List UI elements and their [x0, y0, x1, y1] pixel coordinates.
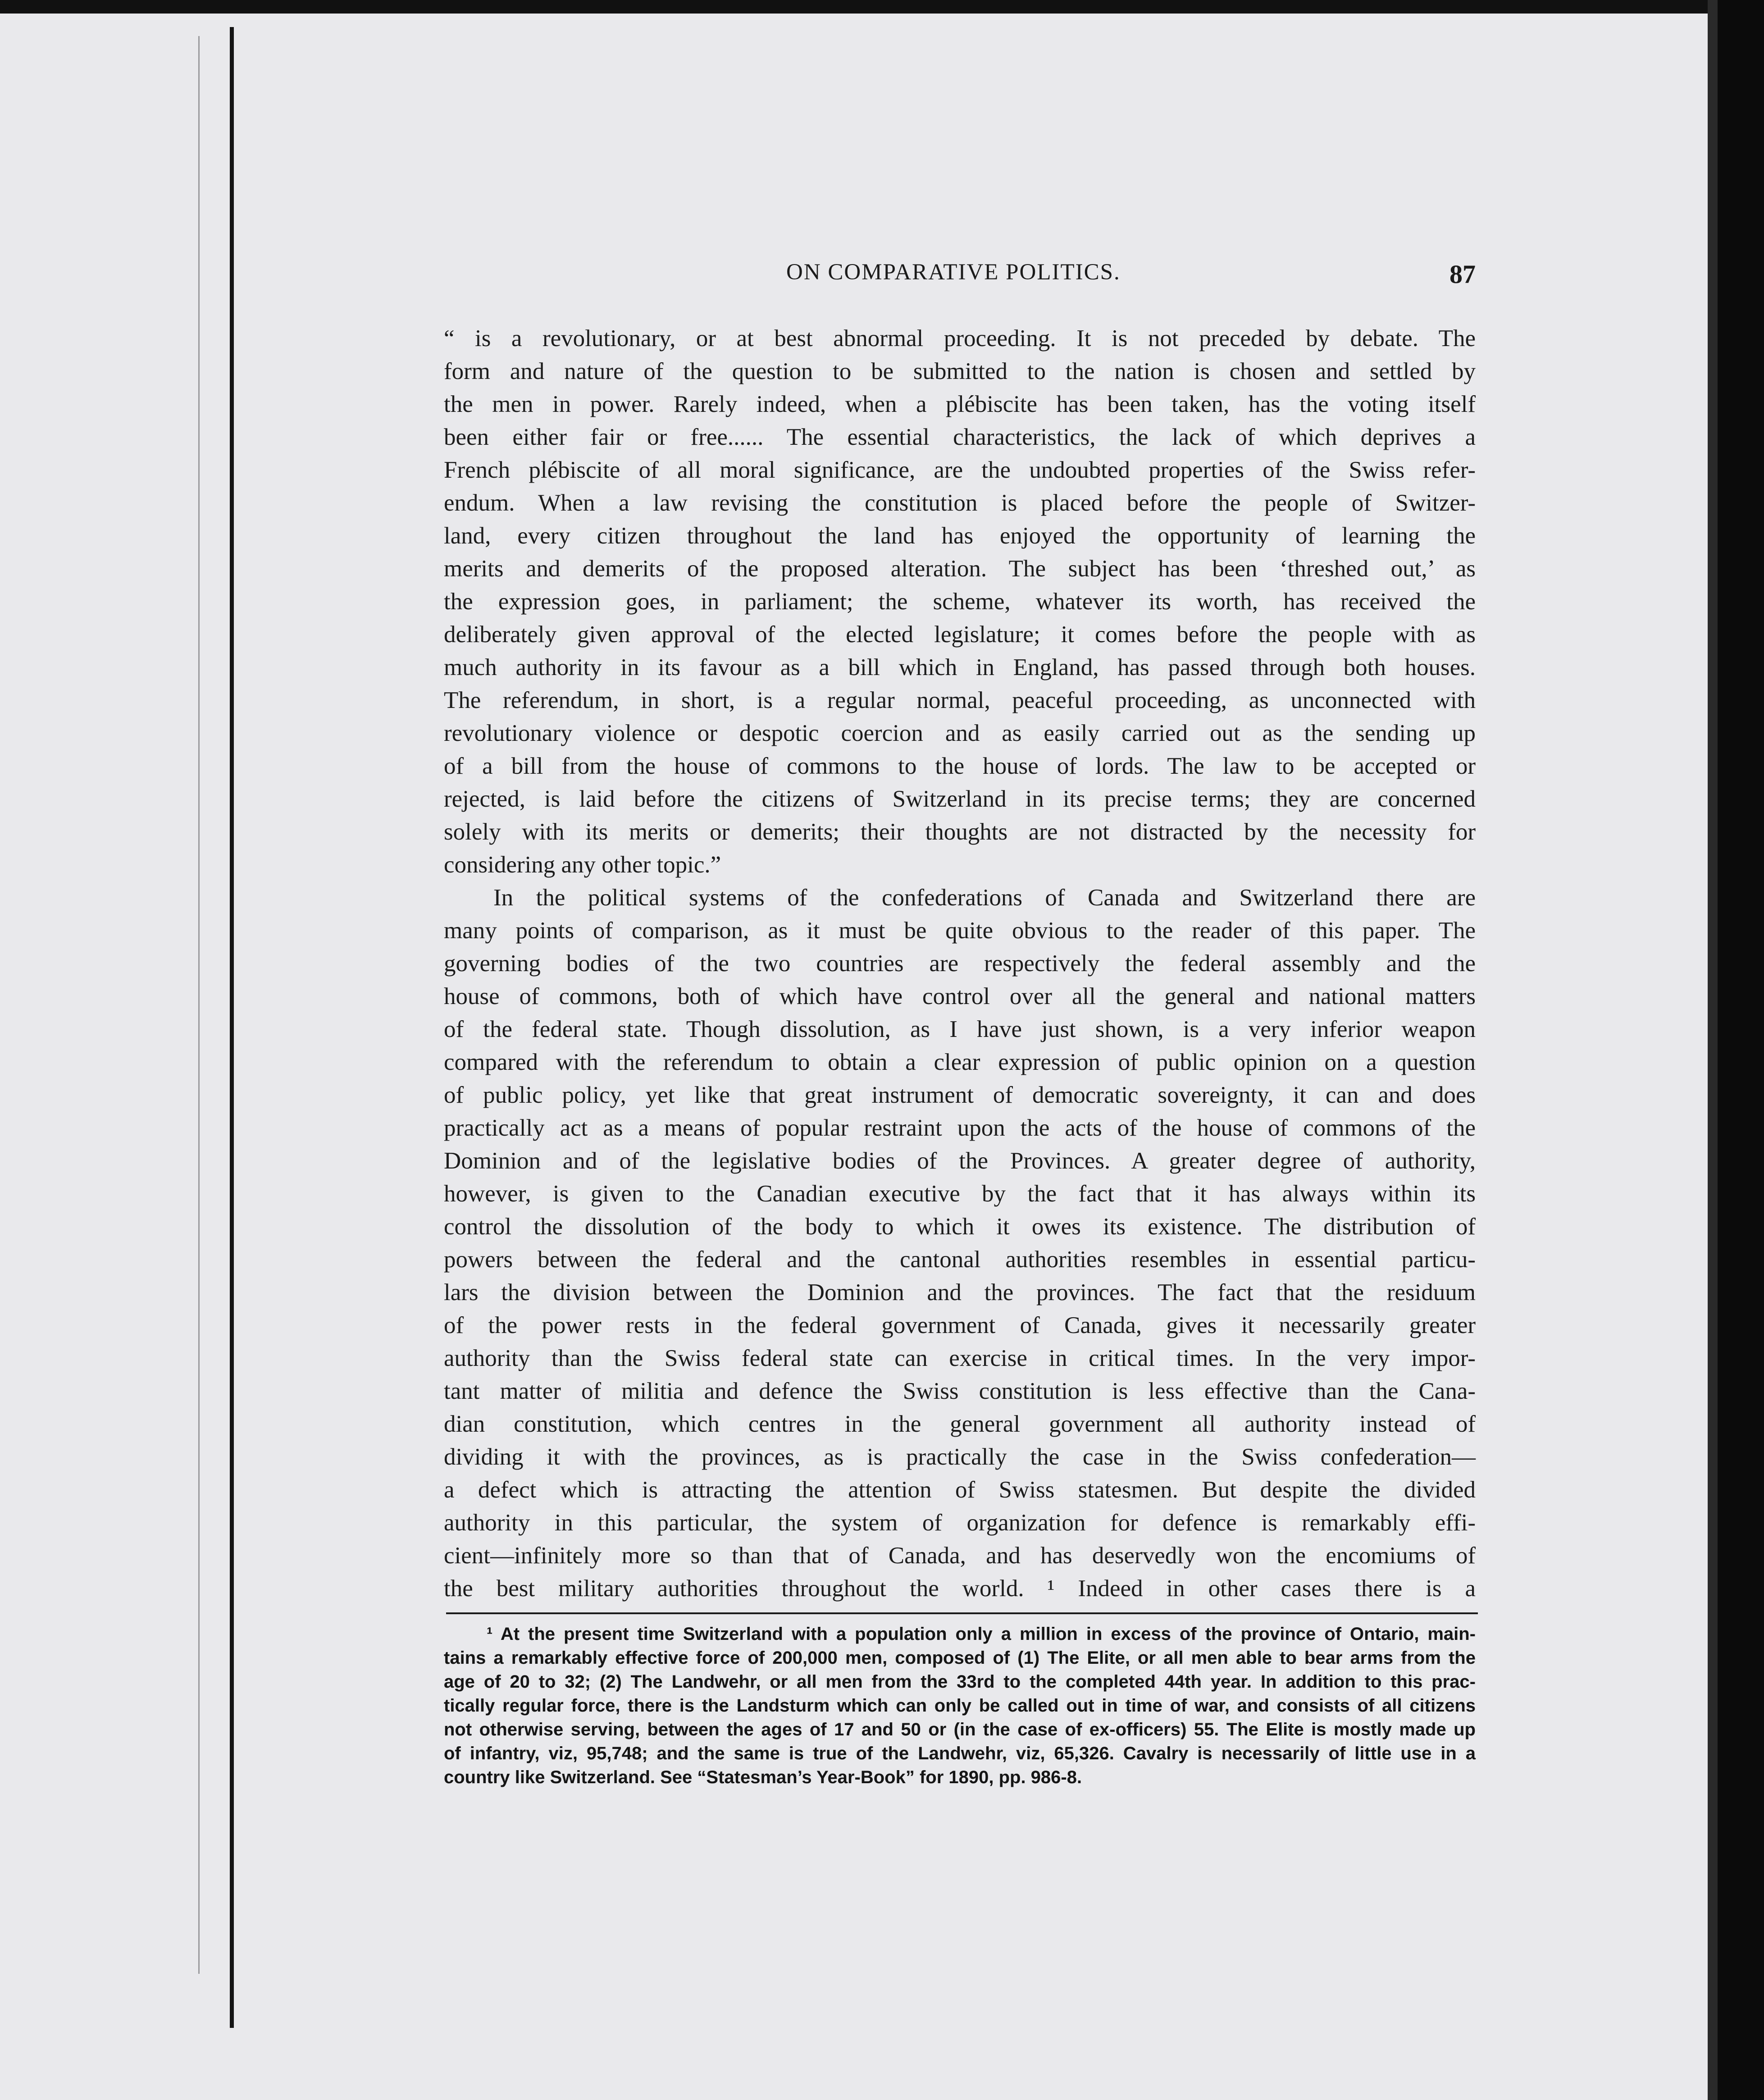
body-text: [444, 322, 1476, 1605]
body-line: much authority in its favour as a bill which in England, has passed through both houses.: [444, 654, 1476, 680]
footnote-line: not otherwise serving, between the ages of 17 and 50 or (in the case of ex-officers) 55. The Elite is mostly made up: [444, 1720, 1476, 1739]
body-line: In the political systems of the confederations of Canada and Switzerland there are: [493, 885, 1476, 911]
body-line: considering any other topic.”: [444, 852, 721, 878]
body-line: authority in this particular, the system of organization for defence is remarkably effi-: [444, 1510, 1476, 1536]
body-line: powers between the federal and the cantonal authorities resembles in essential particu-: [444, 1246, 1476, 1273]
body-line: “ is a revolutionary, or at best abnormal proceeding. It is not preceded by debate. The: [444, 325, 1476, 352]
body-line: the best military authorities throughout the world. ¹ Indeed in other cases there is a: [444, 1575, 1476, 1602]
body-line: land, every citizen throughout the land has enjoyed the opportunity of learning the: [444, 523, 1476, 549]
body-line: solely with its merits or demerits; their thoughts are not distracted by the necessity for: [444, 819, 1476, 845]
body-line: compared with the referendum to obtain a clear expression of public opinion on a question: [444, 1049, 1476, 1075]
body-line: governing bodies of the two countries are respectively the federal assembly and the: [444, 950, 1476, 977]
body-line: the men in power. Rarely indeed, when a plébiscite has been taken, has the voting itself: [444, 391, 1476, 417]
body-line: of a bill from the house of commons to the house of lords. The law to be accepted or: [444, 753, 1476, 779]
body-line: deliberately given approval of the elected legislature; it comes before the people with as: [444, 621, 1476, 648]
body-line: cient—infinitely more so than that of Canada, and has deservedly won the encomiums of: [444, 1543, 1476, 1569]
body-line: revolutionary violence or despotic coercion and as easily carried out as the sending up: [444, 720, 1476, 746]
body-line: of public policy, yet like that great instrument of democratic sovereignty, it can and does: [444, 1082, 1476, 1108]
body-line: however, is given to the Canadian executive by the fact that it has always within its: [444, 1181, 1476, 1207]
footnote-line: country like Switzerland. See “Statesman’s Year-Book” for 1890, pp. 986-8.: [444, 1767, 1082, 1787]
running-head: ON COMPARATIVE POLITICS.: [786, 260, 1121, 285]
body-line: the expression goes, in parliament; the scheme, whatever its worth, has received the: [444, 589, 1476, 615]
body-line: authority than the Swiss federal state can exercise in critical times. In the very impor-: [444, 1345, 1476, 1371]
body-line: control the dissolution of the body to which it owes its existence. The distribution of: [444, 1214, 1476, 1240]
body-line: form and nature of the question to be submitted to the nation is chosen and settled by: [444, 358, 1476, 384]
body-line: merits and demerits of the proposed alteration. The subject has been ‘threshed out,’ as: [444, 556, 1476, 582]
footnote-line: ¹ At the present time Switzerland with a population only a million in excess of the province of Ontario, main-: [487, 1624, 1476, 1644]
footnote-line: of infantry, viz, 95,748; and the same is true of the Landwehr, viz, 65,326. Cavalry is necessarily of little use in a: [444, 1744, 1476, 1763]
footnote: [444, 1622, 1476, 1790]
body-line: a defect which is attracting the attention of Swiss statesmen. But despite the divided: [444, 1477, 1476, 1503]
scan-border-right: [1708, 0, 1718, 2100]
body-line: of the federal state. Though dissolution, as I have just shown, is a very inferior weapon: [444, 1016, 1476, 1042]
body-line: dividing it with the provinces, as is practically the case in the Swiss confederation—: [444, 1444, 1476, 1470]
body-line: of the power rests in the federal government of Canada, gives it necessarily greater: [444, 1312, 1476, 1338]
page-number: 87: [1449, 260, 1476, 289]
footnote-line: tically regular force, there is the Landsturm which can only be called out in time of war, and consists of all citizens: [444, 1696, 1476, 1716]
body-line: Dominion and of the legislative bodies of the Provinces. A greater degree of authority,: [444, 1148, 1476, 1174]
page-header: [444, 259, 1476, 295]
body-line: house of commons, both of which have control over all the general and national matters: [444, 983, 1476, 1009]
footnote-divider: [446, 1612, 1478, 1614]
binding-edge-line: [230, 27, 234, 2028]
body-line: practically act as a means of popular restraint upon the acts of the house of commons of the: [444, 1115, 1476, 1141]
body-line: The referendum, in short, is a regular normal, peaceful proceeding, as unconnected with: [444, 687, 1476, 713]
body-line: many points of comparison, as it must be quite obvious to the reader of this paper. The: [444, 918, 1476, 944]
body-line: dian constitution, which centres in the general government all authority instead of: [444, 1411, 1476, 1437]
footnote-line: tains a remarkably effective force of 200,000 men, composed of (1) The Elite, or all men able to bear arms from the: [444, 1648, 1476, 1668]
body-line: French plébiscite of all moral significance, are the undoubted properties of the Swiss refer-: [444, 457, 1476, 483]
gutter-shadow: [198, 36, 200, 1974]
body-line: endum. When a law revising the constitution is placed before the people of Switzer-: [444, 490, 1476, 516]
footnote-line: age of 20 to 32; (2) The Landwehr, or all men from the 33rd to the completed 44th year. In addition to this prac-: [444, 1672, 1476, 1692]
body-line: been either fair or free...... The essential characteristics, the lack of which deprives a: [444, 424, 1476, 450]
body-line: tant matter of militia and defence the Swiss constitution is less effective than the Cana-: [444, 1378, 1476, 1404]
scan-border-top: [0, 0, 1717, 14]
body-line: rejected, is laid before the citizens of Switzerland in its precise terms; they are concerned: [444, 786, 1476, 812]
body-line: lars the division between the Dominion and the provinces. The fact that the residuum: [444, 1279, 1476, 1306]
